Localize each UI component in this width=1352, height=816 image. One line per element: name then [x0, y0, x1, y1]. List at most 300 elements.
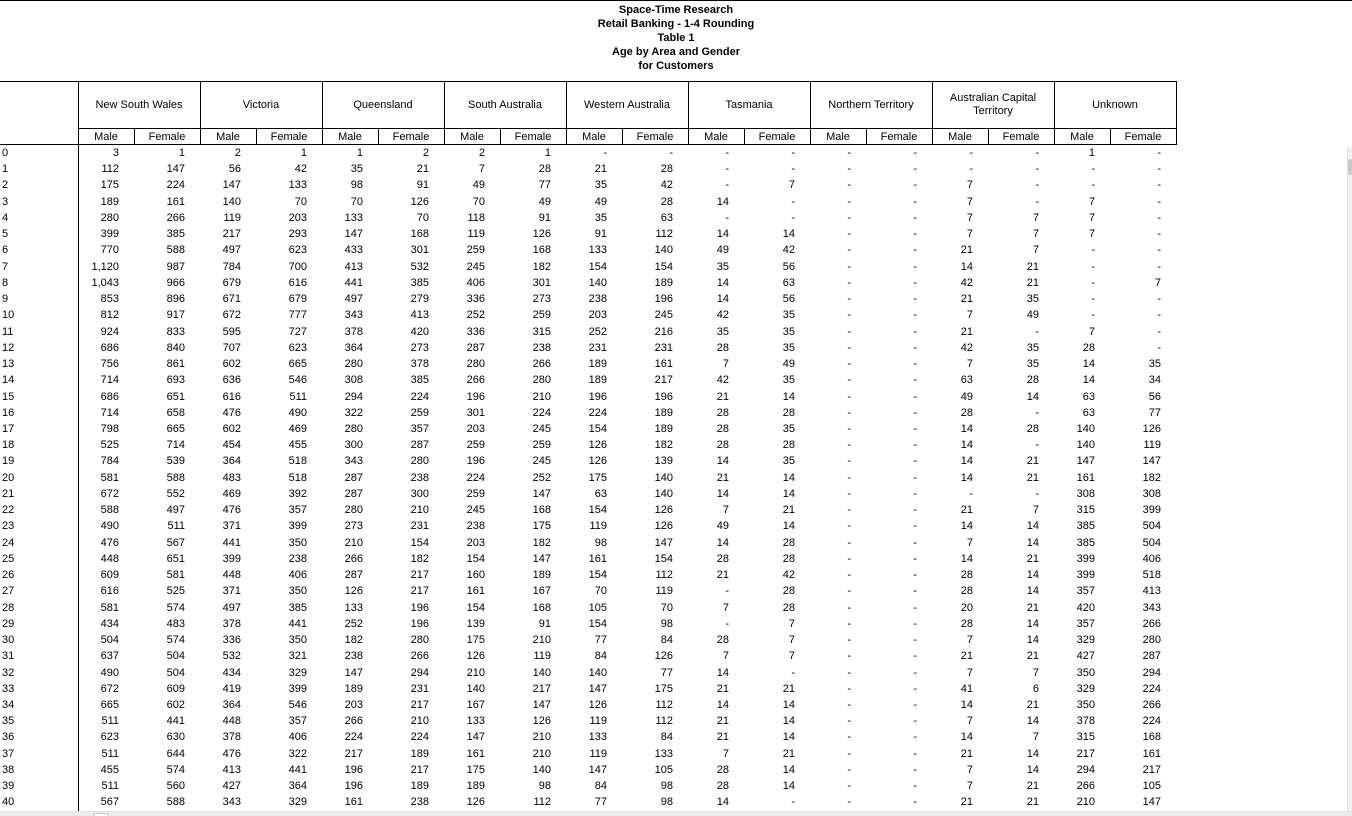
- data-cell: -: [1035, 163, 1039, 176]
- data-cell: 35: [782, 455, 795, 468]
- age-row-header: 22: [0, 502, 78, 518]
- data-cell: 84: [594, 780, 607, 793]
- data-cell: -: [913, 682, 917, 695]
- data-cell: 238: [466, 520, 485, 533]
- data-cell: 1,120: [91, 260, 119, 273]
- data-cell: 727: [288, 325, 307, 338]
- data-cell: 140: [222, 195, 241, 208]
- data-cell: 28: [782, 585, 795, 598]
- data-cell: 34: [1148, 374, 1161, 387]
- data-cell: 238: [588, 293, 607, 306]
- data-cell: 441: [166, 715, 185, 728]
- age-row-header: 7: [0, 259, 78, 275]
- data-cell: 350: [288, 536, 307, 549]
- data-cell: 525: [166, 585, 185, 598]
- data-cell: 308: [344, 374, 363, 387]
- data-cell: -: [913, 634, 917, 647]
- table-row: [0, 762, 1176, 778]
- data-cell: 336: [466, 293, 485, 306]
- data-cell: -: [913, 585, 917, 598]
- data-cell: 42: [716, 309, 729, 322]
- data-cell: -: [1157, 244, 1161, 257]
- data-cell: 14: [716, 666, 729, 679]
- data-cell: -: [669, 147, 673, 159]
- data-cell: 7: [1088, 228, 1095, 241]
- data-cell: -: [847, 163, 851, 176]
- data-cell: 441: [344, 276, 363, 289]
- data-cell: 238: [410, 796, 429, 809]
- data-cell: 56: [228, 163, 241, 176]
- data-cell: 70: [472, 195, 485, 208]
- data-cell: 21: [960, 796, 973, 809]
- data-cell: 2: [478, 147, 485, 159]
- data-cell: 210: [532, 390, 551, 403]
- data-cell: 433: [344, 244, 363, 257]
- data-cell: -: [913, 374, 917, 387]
- data-cell: 105: [588, 601, 607, 614]
- data-cell: 14: [960, 439, 973, 452]
- data-cell: -: [725, 147, 729, 159]
- data-cell: -: [913, 179, 917, 192]
- data-cell: -: [847, 325, 851, 338]
- column-group-header-6: Tasmania: [688, 82, 810, 129]
- vertical-scrollbar[interactable]: [1347, 147, 1352, 811]
- data-cell: 294: [344, 390, 363, 403]
- data-cell: -: [791, 666, 795, 679]
- data-cell: 189: [410, 747, 429, 760]
- data-cell: 427: [1076, 650, 1095, 663]
- data-cell: 518: [288, 471, 307, 484]
- age-row-header: 1: [0, 161, 78, 177]
- data-cell: 210: [1076, 796, 1095, 809]
- data-cell: -: [913, 780, 917, 793]
- data-cell: -: [913, 358, 917, 371]
- data-cell: 364: [344, 341, 363, 354]
- data-cell: 49: [538, 195, 551, 208]
- data-cell: 784: [100, 455, 119, 468]
- data-cell: 224: [410, 731, 429, 744]
- data-cell: 21: [716, 471, 729, 484]
- data-cell: 133: [344, 211, 363, 224]
- data-cell: 210: [532, 747, 551, 760]
- data-cell: -: [847, 601, 851, 614]
- data-cell: 966: [166, 276, 185, 289]
- age-row-header: 18: [0, 437, 78, 453]
- age-row-header: 4: [0, 210, 78, 226]
- data-cell: 126: [654, 650, 673, 663]
- data-cell: 28: [716, 341, 729, 354]
- data-cell: 63: [960, 374, 973, 387]
- data-cell: 707: [222, 341, 241, 354]
- data-cell: 42: [294, 163, 307, 176]
- data-cell: -: [847, 439, 851, 452]
- data-cell: 385: [410, 276, 429, 289]
- data-cell: 21: [716, 390, 729, 403]
- data-cell: 175: [466, 763, 485, 776]
- data-cell: 7: [966, 309, 973, 322]
- data-cell: -: [847, 293, 851, 306]
- data-cell: 2: [422, 147, 429, 159]
- data-cell: -: [847, 698, 851, 711]
- data-cell: 595: [222, 325, 241, 338]
- data-cell: 119: [655, 585, 673, 598]
- data-cell: 343: [1142, 601, 1161, 614]
- data-cell: 552: [166, 487, 185, 500]
- data-cell: 245: [466, 504, 485, 517]
- data-cell: -: [913, 228, 917, 241]
- data-cell: 343: [344, 455, 363, 468]
- age-row-header: 11: [0, 324, 78, 340]
- data-cell: -: [791, 211, 795, 224]
- gender-column-header: Female: [988, 129, 1054, 145]
- data-cell: -: [847, 715, 851, 728]
- data-cell: 658: [166, 406, 185, 419]
- data-cell: 63: [594, 487, 607, 500]
- data-cell: 581: [166, 569, 185, 582]
- data-cell: 350: [1076, 698, 1095, 711]
- data-cell: 406: [1142, 552, 1161, 565]
- data-cell: 7: [966, 358, 973, 371]
- data-cell: 546: [288, 698, 307, 711]
- gender-column-header: Male: [1054, 129, 1110, 145]
- data-cell: 567: [100, 796, 119, 809]
- data-cell: 322: [344, 406, 363, 419]
- data-cell: 329: [1076, 634, 1095, 647]
- data-cell: -: [1035, 325, 1039, 338]
- data-cell: -: [1035, 195, 1039, 208]
- data-cell: 42: [782, 569, 795, 582]
- data-cell: -: [913, 260, 917, 273]
- column-group-header-3: Queensland: [322, 82, 444, 129]
- data-cell: 518: [288, 455, 307, 468]
- data-cell: 511: [101, 747, 119, 760]
- data-cell: 238: [288, 552, 307, 565]
- data-cell: 357: [1076, 617, 1095, 630]
- data-cell: 560: [166, 780, 185, 793]
- data-cell: 56: [782, 260, 795, 273]
- data-cell: 189: [344, 682, 363, 695]
- gender-column-header: Male: [932, 129, 988, 145]
- data-cell: 840: [166, 341, 185, 354]
- data-cell: 49: [960, 390, 973, 403]
- report-title: [0, 3, 1352, 73]
- data-cell: 833: [166, 325, 185, 338]
- data-cell: 14: [716, 455, 729, 468]
- data-cell: -: [847, 358, 851, 371]
- data-cell: 154: [654, 552, 673, 565]
- data-cell: 126: [466, 650, 485, 663]
- data-cell: -: [847, 422, 851, 435]
- data-cell: 217: [532, 682, 551, 695]
- data-cell: 210: [410, 504, 429, 517]
- data-cell: 196: [654, 293, 673, 306]
- data-cell: 140: [466, 682, 485, 695]
- data-cell: 714: [166, 439, 185, 452]
- data-cell: 98: [538, 780, 551, 793]
- data-cell: -: [725, 617, 729, 630]
- data-cell: 364: [222, 455, 241, 468]
- data-cell: 399: [1076, 552, 1095, 565]
- data-cell: 105: [1142, 780, 1161, 793]
- data-cell: -: [913, 211, 917, 224]
- data-cell: -: [847, 763, 851, 776]
- data-cell: 147: [222, 179, 241, 192]
- data-cell: 609: [100, 569, 119, 582]
- data-cell: 385: [1076, 520, 1095, 533]
- data-cell: 133: [588, 731, 607, 744]
- data-cell: 448: [100, 552, 119, 565]
- data-cell: 671: [222, 293, 241, 306]
- data-cell: 7: [478, 163, 485, 176]
- data-cell: 231: [410, 520, 429, 533]
- data-cell: 259: [466, 487, 485, 500]
- data-cell: 490: [100, 666, 119, 679]
- table-row: [0, 551, 1176, 567]
- data-cell: 784: [222, 260, 241, 273]
- data-cell: 266: [466, 374, 485, 387]
- table-row: [0, 437, 1176, 453]
- data-cell: 147: [532, 698, 551, 711]
- report-title-line-2: Retail Banking - 1-4 Rounding: [597, 18, 755, 30]
- data-cell: 49: [782, 358, 795, 371]
- data-cell: 119: [1143, 439, 1161, 452]
- table-row: [0, 453, 1176, 469]
- data-cell: 182: [532, 260, 551, 273]
- table-row: [0, 713, 1176, 729]
- data-cell: -: [791, 796, 795, 809]
- data-cell: 280: [100, 211, 119, 224]
- data-cell: 399: [222, 552, 241, 565]
- data-cell: -: [847, 780, 851, 793]
- data-cell: 266: [344, 552, 363, 565]
- data-cell: 14: [960, 552, 973, 565]
- data-cell: 14: [782, 763, 795, 776]
- data-cell: 35: [1026, 293, 1039, 306]
- data-cell: 28: [960, 406, 973, 419]
- data-cell: -: [913, 504, 917, 517]
- data-cell: -: [1157, 179, 1161, 192]
- data-cell: 651: [166, 552, 185, 565]
- data-cell: -: [1091, 163, 1095, 176]
- data-cell: 266: [1076, 780, 1095, 793]
- table-row: [0, 161, 1176, 177]
- data-cell: 504: [166, 666, 185, 679]
- data-cell: 21: [1026, 780, 1039, 793]
- data-cell: 588: [100, 504, 119, 517]
- data-cell: 77: [660, 666, 673, 679]
- age-row-header: 23: [0, 518, 78, 534]
- data-cell: 294: [1076, 763, 1095, 776]
- data-cell: 35: [782, 422, 795, 435]
- data-cell: 700: [288, 260, 307, 273]
- data-cell: 14: [782, 520, 795, 533]
- data-cell: 217: [222, 228, 241, 241]
- data-cell: 168: [532, 504, 551, 517]
- data-cell: 77: [538, 179, 551, 192]
- data-cell: 21: [1026, 650, 1039, 663]
- gender-column-header: Male: [566, 129, 622, 145]
- data-cell: 7: [966, 715, 973, 728]
- data-cell: 441: [222, 536, 241, 549]
- data-cell: 406: [466, 276, 485, 289]
- data-cell: 497: [222, 601, 241, 614]
- age-row-header: 15: [0, 389, 78, 405]
- data-cell: 161: [1142, 747, 1161, 760]
- data-cell: 35: [1148, 358, 1161, 371]
- data-cell: -: [1035, 406, 1039, 419]
- data-cell: 203: [466, 422, 485, 435]
- data-cell: 7: [1088, 325, 1095, 338]
- table-row: [0, 502, 1176, 518]
- data-cell: 147: [588, 682, 607, 695]
- gender-column-header: Female: [134, 129, 200, 145]
- data-cell: 168: [410, 228, 429, 241]
- data-cell: -: [1157, 260, 1161, 273]
- data-cell: 679: [222, 276, 241, 289]
- data-cell: 518: [1142, 569, 1161, 582]
- data-cell: -: [913, 309, 917, 322]
- data-cell: 7: [788, 617, 795, 630]
- data-cell: -: [913, 455, 917, 468]
- data-cell: 14: [1026, 634, 1039, 647]
- data-cell: -: [847, 211, 851, 224]
- data-cell: 42: [660, 179, 673, 192]
- data-cell: 266: [1142, 617, 1161, 630]
- data-cell: 28: [1026, 374, 1039, 387]
- data-cell: -: [847, 260, 851, 273]
- data-cell: 245: [532, 455, 551, 468]
- data-cell: -: [913, 731, 917, 744]
- data-cell: -: [913, 617, 917, 630]
- data-cell: -: [847, 179, 851, 192]
- data-cell: 504: [166, 650, 185, 663]
- data-cell: 364: [288, 780, 307, 793]
- data-cell: 497: [344, 293, 363, 306]
- data-cell: 336: [466, 325, 485, 338]
- data-cell: 476: [222, 504, 241, 517]
- data-cell: -: [1091, 244, 1095, 257]
- data-cell: 140: [532, 666, 551, 679]
- data-cell: 28: [782, 439, 795, 452]
- data-cell: 7: [788, 634, 795, 647]
- data-cell: 616: [222, 390, 241, 403]
- data-cell: 154: [466, 552, 485, 565]
- data-cell: -: [847, 195, 851, 208]
- data-cell: -: [913, 341, 917, 354]
- data-cell: 161: [1076, 471, 1095, 484]
- data-cell: -: [791, 163, 795, 176]
- data-cell: 623: [100, 731, 119, 744]
- data-cell: 14: [716, 276, 729, 289]
- gender-column-header: Female: [500, 129, 566, 145]
- age-row-header: 8: [0, 275, 78, 291]
- age-row-header: 5: [0, 226, 78, 242]
- data-cell: 7: [1032, 666, 1039, 679]
- data-cell: 321: [288, 650, 307, 663]
- age-row-header: 33: [0, 681, 78, 697]
- data-cell: 7: [966, 195, 973, 208]
- data-cell: 252: [344, 617, 363, 630]
- data-cell: 28: [660, 195, 673, 208]
- data-cell: 112: [655, 569, 673, 582]
- data-cell: -: [847, 147, 851, 159]
- data-cell: 196: [410, 617, 429, 630]
- data-cell: 511: [289, 390, 307, 403]
- data-cell: 147: [1142, 796, 1161, 809]
- data-cell: -: [1157, 163, 1161, 176]
- data-cell: 7: [722, 601, 729, 614]
- data-cell: 105: [654, 763, 673, 776]
- data-cell: -: [847, 276, 851, 289]
- data-cell: 300: [344, 439, 363, 452]
- data-cell: 2: [234, 147, 241, 159]
- table-row: [0, 389, 1176, 405]
- data-cell: 14: [1026, 617, 1039, 630]
- data-cell: 182: [532, 536, 551, 549]
- data-cell: 140: [654, 471, 673, 484]
- data-cell: 14: [1082, 374, 1095, 387]
- age-row-header: 38: [0, 762, 78, 778]
- data-cell: 98: [594, 536, 607, 549]
- data-cell: 300: [410, 487, 429, 500]
- data-cell: 14: [960, 731, 973, 744]
- data-cell: 91: [416, 179, 429, 192]
- data-cell: 350: [288, 585, 307, 598]
- data-cell: 245: [532, 422, 551, 435]
- data-cell: -: [1157, 211, 1161, 224]
- data-cell: 483: [222, 471, 241, 484]
- data-cell: 147: [1076, 455, 1095, 468]
- data-cell: 280: [344, 358, 363, 371]
- data-cell: 7: [1088, 211, 1095, 224]
- data-cell: 14: [716, 796, 729, 809]
- table-row: [0, 729, 1176, 745]
- data-cell: 126: [1142, 422, 1161, 435]
- data-cell: 686: [100, 341, 119, 354]
- data-cell: 455: [100, 763, 119, 776]
- data-cell: 70: [660, 601, 673, 614]
- data-cell: 378: [222, 731, 241, 744]
- data-cell: 14: [782, 471, 795, 484]
- data-cell: 238: [532, 341, 551, 354]
- data-cell: 301: [410, 244, 429, 257]
- data-cell: 623: [288, 341, 307, 354]
- data-cell: 539: [166, 455, 185, 468]
- data-cell: 189: [654, 422, 673, 435]
- data-cell: 714: [100, 406, 119, 419]
- data-cell: 532: [222, 650, 241, 663]
- data-cell: 126: [532, 715, 551, 728]
- data-cell: 7: [966, 179, 973, 192]
- data-cell: 217: [410, 698, 429, 711]
- age-row-header: 9: [0, 291, 78, 307]
- data-cell: 14: [1026, 763, 1039, 776]
- horizontal-scrollbar[interactable]: [0, 811, 1352, 816]
- data-cell: 581: [100, 471, 119, 484]
- data-cell: 14: [782, 731, 795, 744]
- data-cell: 336: [222, 634, 241, 647]
- gender-column-header: Female: [256, 129, 322, 145]
- data-cell: 28: [782, 406, 795, 419]
- data-cell: 175: [654, 682, 673, 695]
- data-cell: 413: [410, 309, 429, 322]
- table-row: [0, 470, 1176, 486]
- data-cell: 28: [716, 439, 729, 452]
- data-cell: 7: [722, 650, 729, 663]
- age-row-header: 40: [0, 794, 78, 810]
- vertical-scrollbar-thumb[interactable]: [1348, 159, 1352, 175]
- data-cell: 280: [410, 455, 429, 468]
